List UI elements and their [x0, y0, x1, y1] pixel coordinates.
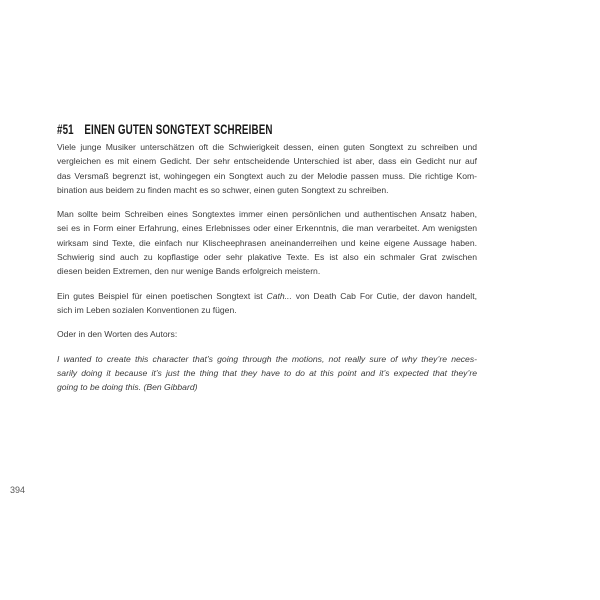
paragraph-author-intro — [57, 327, 477, 341]
text-segment: wirksam sind Texte, die einfach nur Klischeephrasen aneinanderreihen und keine eigene Aussage haben. — [57, 237, 477, 248]
text-line — [57, 221, 477, 235]
text-line — [57, 327, 477, 341]
text-line — [57, 380, 477, 394]
section-number: #51 — [57, 121, 74, 137]
section-heading — [57, 122, 351, 137]
text-segment: das Versmaß begrenzt ist, wohingegen ein Songtext auch zu der Melodie passen muss. Die richtige Kom- — [57, 170, 477, 181]
text-line — [57, 169, 477, 183]
paragraph-quote — [57, 352, 477, 395]
italic-text-segment: going to be doing this. (Ben Gibbard) — [57, 382, 198, 393]
text-line — [57, 366, 477, 380]
page-content — [57, 122, 477, 404]
text-line — [57, 289, 477, 303]
italic-text-segment: Cath... — [266, 290, 292, 301]
text-line — [57, 140, 477, 154]
text-segment: von Death Cab For Cutie, der davon handelt, — [291, 290, 477, 301]
text-segment: Oder in den Worten des Autors: — [57, 329, 178, 340]
page-number: 394 — [10, 485, 26, 495]
text-segment: bination aus beidem zu finden macht es so schwer, einen guten Songtext zu schreiben. — [57, 184, 389, 195]
text-line — [57, 154, 477, 168]
section-title: EINEN GUTEN SONGTEXT SCHREIBEN — [84, 121, 273, 137]
text-segment: sich im Leben sozialen Konventionen zu fügen. — [57, 304, 237, 315]
text-line — [57, 264, 477, 278]
text-line — [57, 183, 477, 197]
paragraph-intro — [57, 140, 477, 197]
text-segment: Man sollte beim Schreiben eines Songtextes immer einen persönlichen und authentischen Ansatz haben, — [57, 209, 477, 220]
text-line — [57, 207, 477, 221]
paragraph-approach — [57, 207, 477, 278]
text-line — [57, 352, 477, 366]
text-segment: sei es in Form einer Erfahrung, eines Erlebnisses oder einer Erkenntnis, die man verarbeitet. Am wenigsten — [57, 223, 477, 234]
text-segment: vergleichen es mit einem Gedicht. Der sehr entscheidende Unterschied ist aber, dass ein Gedicht nur auf — [57, 156, 477, 167]
text-segment: diesen beiden Extremen, den nur wenige Bands erfolgreich meistern. — [57, 266, 321, 277]
italic-text-segment: I wanted to create this character that’s going through the motions, not really sure of why they’re neces- — [57, 353, 477, 364]
body-text — [57, 140, 477, 394]
text-segment: Viele junge Musiker unterschätzen oft die Schwierigkeit dessen, einen guten Songtext zu schreiben und — [57, 142, 477, 152]
paragraph-example — [57, 289, 477, 318]
text-line — [57, 236, 477, 250]
text-line — [57, 250, 477, 264]
text-segment: Schwierig sind auch zu kopflastige oder sehr plakative Texte. Es ist also ein schmaler Grat zwischen — [57, 252, 477, 263]
italic-text-segment: sarily doing it because it’s just the thing that they have to do at this point and it’s expected that they’re — [57, 367, 477, 378]
text-segment: Ein gutes Beispiel für einen poetischen Songtext ist — [57, 290, 267, 301]
text-line — [57, 303, 477, 317]
